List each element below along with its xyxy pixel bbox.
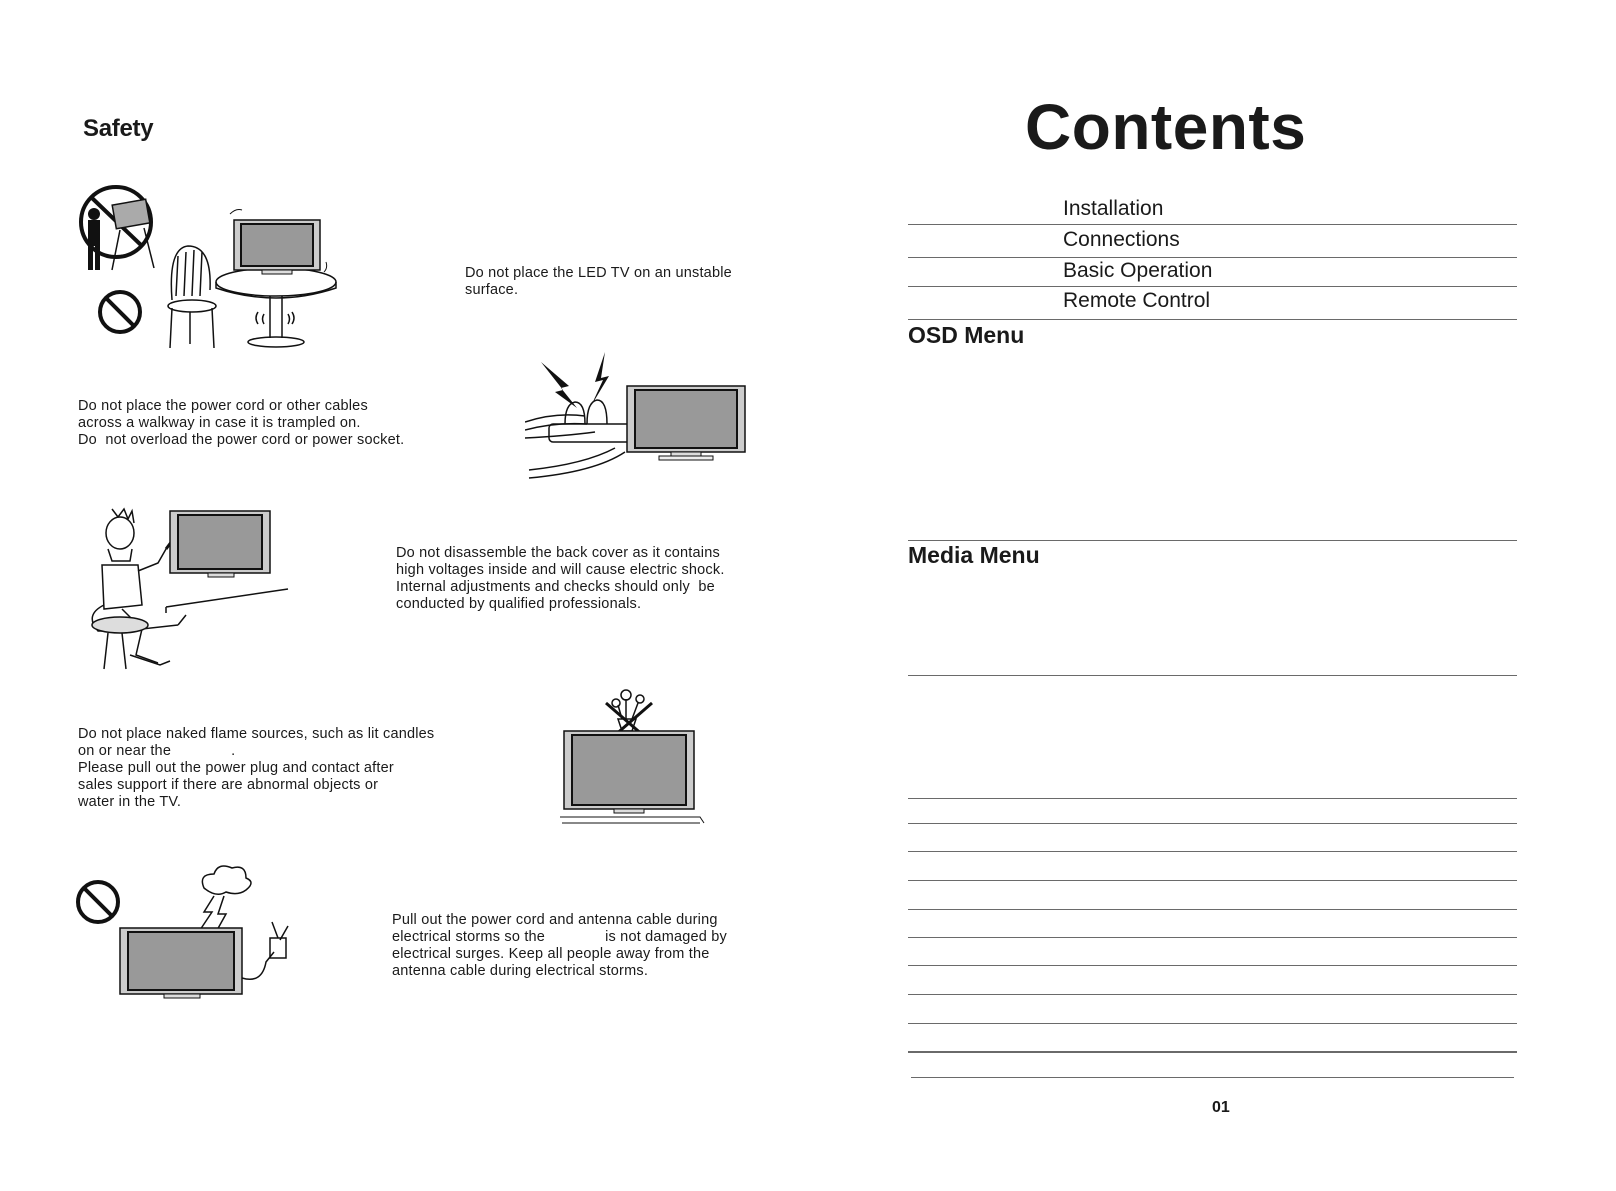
plug-icon — [242, 922, 288, 979]
divider — [908, 851, 1517, 852]
divider — [908, 257, 1517, 258]
warning-line: across a walkway in case it is trampled on. — [78, 415, 361, 431]
chair-icon — [168, 246, 216, 348]
toc-section-osd-menu[interactable]: OSD Menu — [908, 322, 1025, 348]
warning-line: sales support if there are abnormal objects or — [78, 777, 379, 793]
toc-section-media-menu[interactable]: Media Menu — [908, 542, 1040, 568]
warning-line: water in the TV. — [78, 794, 182, 810]
divider — [911, 1077, 1514, 1078]
safety-title: Safety — [83, 115, 154, 142]
toc-item-connections[interactable]: Connections — [1063, 228, 1180, 251]
overloaded-socket-illustration — [525, 352, 750, 487]
divider — [908, 540, 1517, 541]
warning-line: electrical surges. Keep all people away from the — [392, 946, 710, 962]
divider — [908, 224, 1517, 225]
cloud-icon — [202, 866, 251, 894]
divider — [908, 937, 1517, 938]
disassemble-illustration — [82, 505, 292, 675]
divider — [908, 675, 1517, 676]
unstable-surface-illustration — [78, 180, 348, 360]
divider — [908, 909, 1517, 910]
toc-item-basic-operation[interactable]: Basic Operation — [1063, 259, 1213, 282]
warning-line: Internal adjustments and checks should only be — [396, 579, 715, 595]
person-icon — [88, 208, 100, 270]
warning-line: on or near the — [78, 743, 172, 759]
divider — [908, 880, 1517, 881]
divider — [908, 319, 1517, 320]
warning-line: Do not disassemble the back cover as it contains — [396, 545, 720, 561]
warning-line: electrical storms so the — [392, 929, 546, 945]
divider — [908, 965, 1517, 966]
warning-electrical-storm — [392, 912, 727, 980]
warning-line: Please pull out the power plug and contact after — [78, 760, 394, 776]
warning-line: Do not place the LED TV on an unstable — [465, 265, 732, 281]
divider — [908, 994, 1517, 995]
divider — [908, 1051, 1517, 1053]
vase-on-tv-illustration — [560, 685, 705, 825]
warning-line: Do not place the power cord or other cables — [78, 398, 368, 414]
toc-item-remote-control[interactable]: Remote Control — [1063, 289, 1211, 312]
divider — [908, 823, 1517, 824]
tv-icon — [234, 220, 320, 274]
warning-line: surface. — [465, 282, 519, 298]
tv-icon — [627, 386, 745, 460]
warning-power-cord — [78, 398, 404, 449]
warning-line: is not damaged by — [605, 929, 727, 945]
tv-icon — [170, 511, 270, 577]
warning-line: high voltages inside and will cause electric shock. — [396, 562, 725, 578]
divider — [908, 798, 1517, 799]
storm-illustration — [74, 860, 304, 1000]
warning-disassemble — [396, 545, 725, 613]
toc-item-installation[interactable]: Installation — [1063, 197, 1164, 220]
warning-line: Do not place naked flame sources, such as lit candles — [78, 726, 435, 742]
warning-line: antenna cable during electrical storms. — [392, 963, 649, 979]
contents-title: Contents — [1025, 91, 1307, 163]
warning-line: conducted by qualified professionals. — [396, 596, 642, 612]
tv-icon — [564, 731, 694, 813]
warning-line: Pull out the power cord and antenna cable during — [392, 912, 718, 928]
page-number: 01 — [1212, 1099, 1230, 1116]
warning-line: Do not overload the power cord or power socket. — [78, 432, 405, 448]
divider — [908, 286, 1517, 287]
lightning-icon — [200, 896, 226, 932]
warning-unstable-surface — [465, 265, 732, 299]
warning-naked-flame: Do not place naked flame sources, such as lit candles on or near the . Please pull out the power plug and contact after sales support if there are abnormal objects or water in the TV. — [78, 726, 435, 810]
divider — [908, 1023, 1517, 1024]
tv-icon — [120, 928, 242, 998]
